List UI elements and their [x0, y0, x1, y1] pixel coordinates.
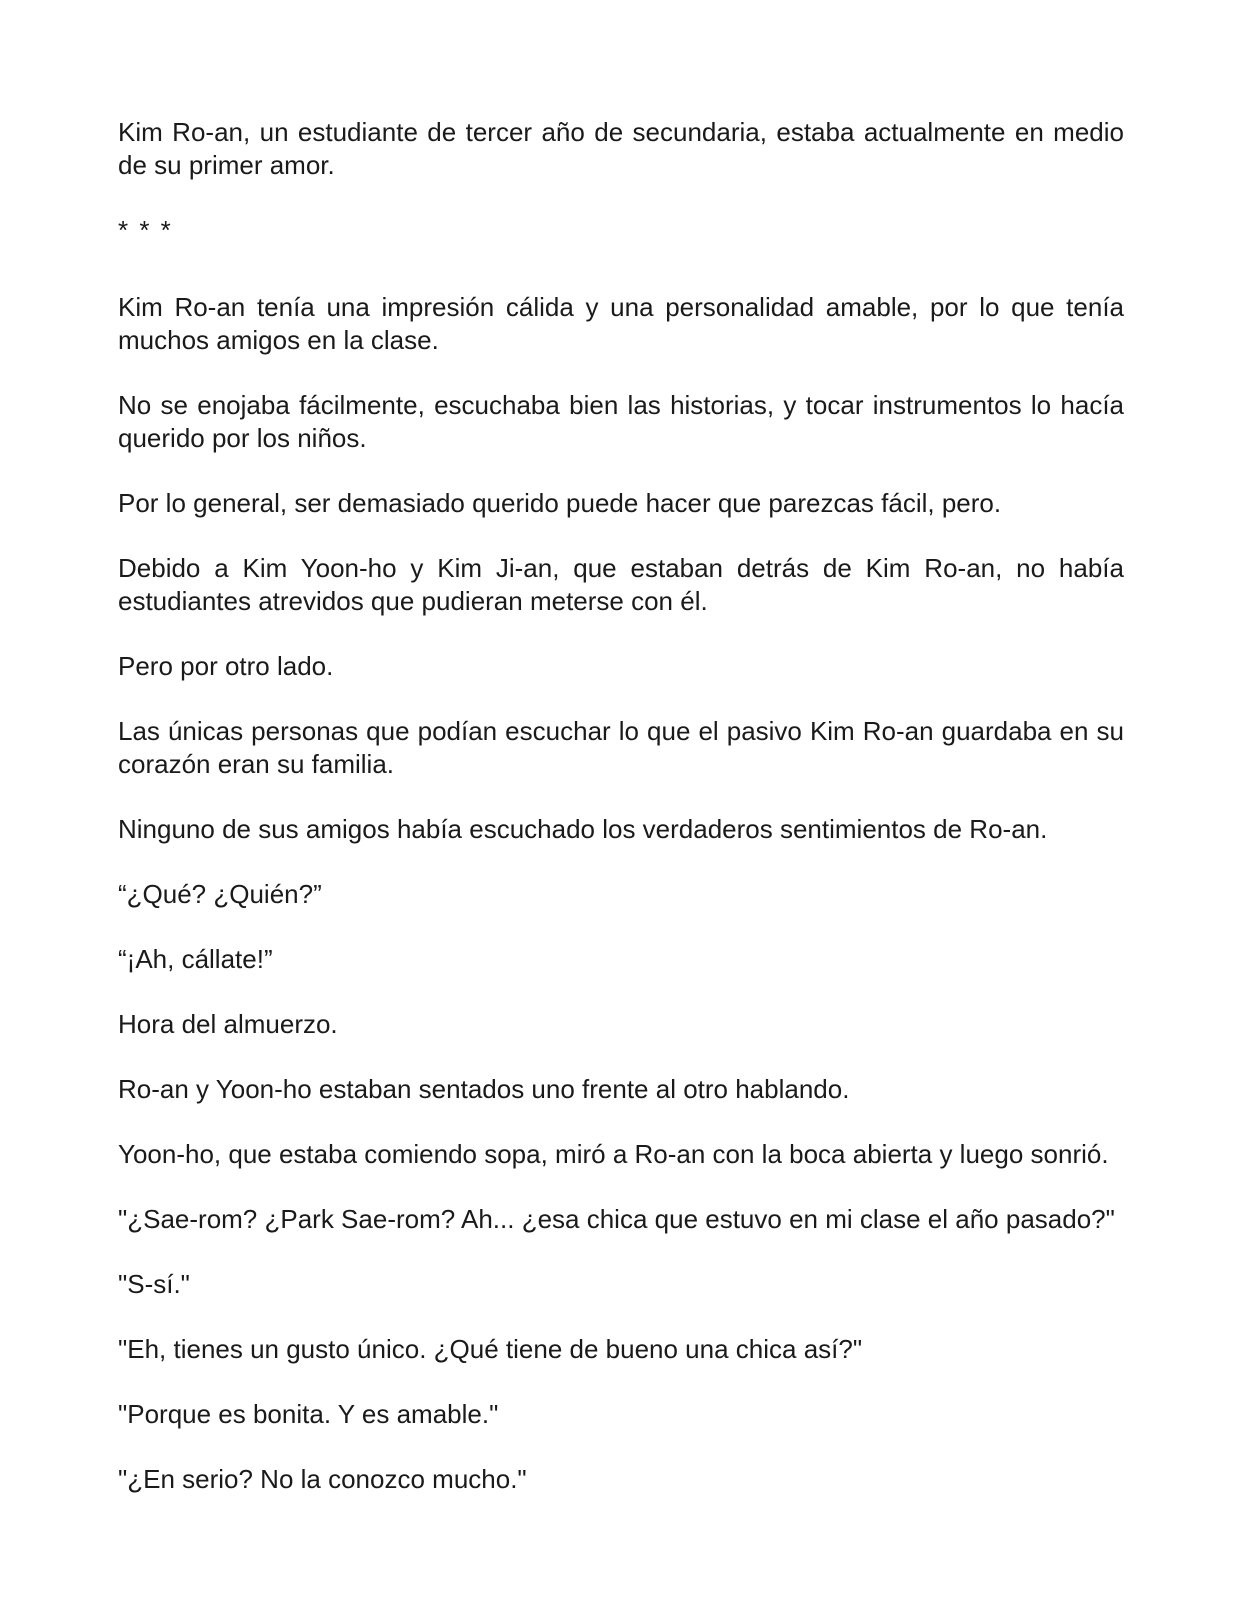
paragraph: Yoon-ho, que estaba comiendo sopa, miró a Ro-an con la boca abierta y luego sonrió.	[118, 1139, 1109, 1169]
paragraph: Ninguno de sus amigos había escuchado los verdaderos sentimientos de Ro-an.	[118, 814, 1048, 844]
dialogue-line: "¿En serio? No la conozco mucho."	[118, 1464, 527, 1494]
dialogue-line: “¡Ah, cállate!”	[118, 944, 273, 974]
document-body	[118, 116, 1124, 1528]
paragraph: Kim Ro-an tenía una impresión cálida y una personalidad amable, por lo que tenía muchos amigos en la clase.	[118, 292, 1124, 355]
dialogue-line: “¿Qué? ¿Quién?”	[118, 879, 322, 909]
dialogue-line: "¿Sae-rom? ¿Park Sae-rom? Ah... ¿esa chica que estuvo en mi clase el año pasado?"	[118, 1204, 1115, 1234]
paragraph: Debido a Kim Yoon-ho y Kim Ji-an, que estaban detrás de Kim Ro-an, no había estudiantes atrevidos que pudieran meterse con él.	[118, 553, 1124, 616]
paragraph: No se enojaba fácilmente, escuchaba bien las historias, y tocar instrumentos lo hacía querido por los niños.	[118, 390, 1124, 453]
paragraph: Ro-an y Yoon-ho estaban sentados uno frente al otro hablando.	[118, 1074, 850, 1104]
paragraph: Pero por otro lado.	[118, 651, 334, 681]
dialogue-line: "Eh, tienes un gusto único. ¿Qué tiene de bueno una chica así?"	[118, 1334, 863, 1364]
paragraph: Kim Ro-an, un estudiante de tercer año de secundaria, estaba actualmente en medio de su primer amor.	[118, 117, 1124, 180]
paragraph: Hora del almuerzo.	[118, 1009, 338, 1039]
paragraph: Las únicas personas que podían escuchar lo que el pasivo Kim Ro-an guardaba en su corazón eran su familia.	[118, 716, 1124, 779]
dialogue-line: "S-sí."	[118, 1269, 190, 1299]
dialogue-line: "Porque es bonita. Y es amable."	[118, 1399, 499, 1429]
scene-separator: * * *	[118, 215, 173, 245]
paragraph: Por lo general, ser demasiado querido puede hacer que parezcas fácil, pero.	[118, 488, 1002, 518]
